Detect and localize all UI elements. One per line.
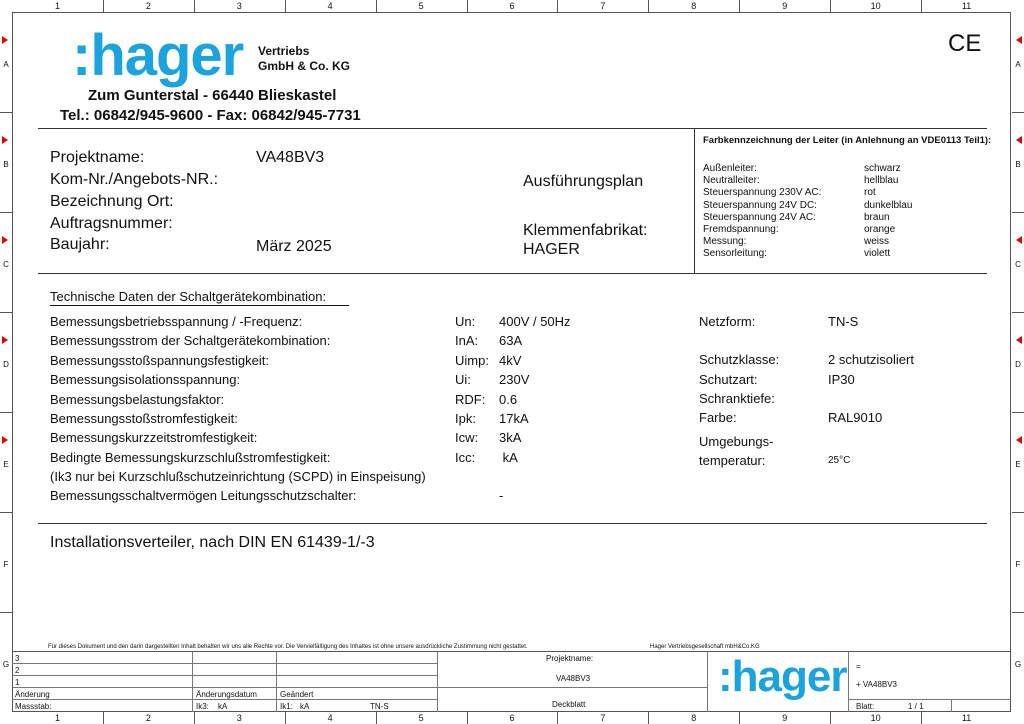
row-letter: D: [3, 360, 9, 369]
color-code-label: Messung:: [703, 236, 747, 248]
row-tick: [1012, 412, 1024, 413]
tech-row-label: Bemessungsisolationsspannung:: [50, 372, 241, 388]
separator-header: [38, 128, 987, 129]
row-letter: G: [1014, 660, 1022, 669]
row-tick: [1012, 612, 1024, 613]
column-number: 8: [691, 1, 697, 11]
blatt-label: Blatt:: [856, 702, 875, 711]
row-letter: E: [3, 460, 9, 469]
rev-1: 1: [15, 678, 20, 687]
plan-type: Ausführungsplan: [523, 173, 644, 190]
tech-row-label: Bemessungsstrom der Schaltgerätekombination:: [50, 333, 331, 349]
tech-row-value: 400V / 50Hz: [499, 314, 571, 329]
tech-heading: Technische Daten der Schaltgerätekombination:: [50, 289, 327, 304]
tb-projektname-label: Projektname:: [546, 654, 594, 663]
tech-row-value: 3kA: [499, 430, 522, 446]
column-tick: [376, 0, 377, 12]
company-name-line2: GmbH & Co. KG: [258, 59, 350, 73]
footer-hager-logo: :hager: [718, 652, 847, 701]
color-code-divider: [694, 128, 695, 273]
project-name-label: Projektname:: [50, 149, 145, 166]
row-tick: [0, 312, 12, 313]
tech-row-symbol: Ipk:: [455, 411, 476, 426]
column-number: 1: [54, 713, 60, 723]
tech-row-symbol: Ui:: [455, 372, 471, 388]
column-number: 11: [961, 1, 972, 11]
row-letter: A: [3, 60, 9, 69]
tb-plus-id: + VA48BV3: [856, 680, 897, 689]
color-code-value: weiss: [864, 236, 890, 248]
column-number: 4: [327, 713, 333, 723]
ce-mark: CE: [948, 30, 982, 57]
color-code-label: Neutralleiter:: [703, 175, 760, 187]
titleblock-row-mid: [437, 687, 707, 688]
column-tick: [194, 712, 195, 724]
tech-row-value: 17kA: [499, 411, 529, 426]
schutzart-value: IP30: [828, 372, 855, 387]
row-tick: [0, 612, 12, 613]
footer-company: Hager Vertriebsgesellschaft mbH&Co.KG: [650, 644, 760, 650]
titleblock-col4: [707, 651, 708, 712]
row-tick: [1012, 512, 1024, 513]
baujahr-value: März 2025: [256, 238, 332, 255]
kom-nr-label: Kom-Nr./Angebots-NR.:: [50, 171, 219, 188]
column-number: 3: [236, 1, 242, 11]
color-code-value: schwarz: [864, 163, 901, 174]
column-number: 5: [418, 713, 424, 723]
separator-project: [38, 273, 987, 274]
titleblock-row2: [12, 675, 437, 676]
column-tick: [103, 0, 104, 12]
color-code-value: violett: [864, 248, 891, 260]
titleblock-row1: [12, 663, 437, 664]
color-code-value: orange: [864, 224, 896, 235]
tb-projektname-value: VA48BV3: [556, 674, 591, 683]
row-tick: [1012, 212, 1024, 213]
column-number: 7: [600, 713, 606, 723]
titleblock-row-right: [848, 699, 1011, 700]
column-number: 3: [236, 713, 242, 723]
column-number: 1: [54, 1, 60, 11]
tech-note: (Ik3 nur bei Kurzschlußschutzeinrichtung (SCPD) in Einspeisung): [50, 469, 426, 484]
column-number: 8: [691, 713, 697, 723]
column-number: 10: [870, 713, 881, 723]
schutzklasse-value: 2 schutzisoliert: [828, 352, 914, 367]
titleblock-row4: [12, 699, 437, 700]
column-number: 6: [509, 713, 515, 723]
tech-row-value: kA: [499, 449, 518, 465]
column-tick: [285, 0, 286, 12]
schutzart-label: Schutzart:: [699, 372, 758, 387]
color-code-value: braun: [864, 211, 890, 223]
color-code-title: Farbkennzeichnung der Leiter (in Anlehnung an VDE0113 Teil1):: [703, 135, 992, 146]
column-number: 4: [327, 1, 333, 11]
color-code-value: rot: [864, 187, 876, 199]
massstab-label: Massstab:: [15, 702, 52, 711]
tech-row-label: Bemessungsbetriebsspannung / -Frequenz:: [50, 314, 303, 329]
row-tick: [0, 512, 12, 513]
titleblock-col3: [437, 651, 438, 712]
column-number: 6: [509, 1, 515, 11]
column-tick: [830, 0, 831, 12]
klemmen-label: Klemmenfabrikat:: [523, 222, 648, 239]
center-marker-arrow-icon: [2, 236, 8, 244]
tech-row-value: 63A: [499, 333, 523, 349]
row-letter: B: [3, 160, 9, 169]
column-tick: [376, 712, 377, 724]
umgebung-value: 25°C: [828, 455, 851, 466]
project-name-value: VA48BV3: [256, 149, 325, 166]
company-name-line1: Vertriebs: [258, 44, 310, 58]
ik3-value: kA: [218, 702, 228, 711]
center-marker-arrow-icon: [2, 136, 8, 144]
tech-row-value: 0.6: [499, 391, 518, 407]
farbe-label: Farbe:: [699, 410, 737, 425]
row-letter: C: [3, 260, 9, 269]
tech-row-label: Bedingte Bemessungskurzschlußstromfestigkeit:: [50, 449, 331, 465]
center-marker-arrow-icon: [2, 336, 8, 344]
hager-logo: :hager: [72, 23, 244, 88]
column-tick: [557, 712, 558, 724]
column-tick: [830, 712, 831, 724]
row-letter: G: [2, 660, 10, 669]
column-number: 10: [870, 1, 881, 11]
column-number: 2: [145, 713, 151, 723]
titleblock-col2: [276, 651, 277, 712]
tech-row-value: 230V: [499, 372, 530, 388]
tech-row-label: Bemessungsbelastungsfaktor:: [50, 391, 225, 407]
row-letter: F: [3, 560, 9, 569]
color-code-value: dunkelblau: [864, 199, 913, 211]
column-tick: [921, 712, 922, 724]
aenderung-label: Änderung: [15, 690, 50, 699]
tech-row-value: 4kV: [499, 352, 522, 368]
tech-row-label: Bemessungskurzzeitstromfestigkeit:: [50, 430, 258, 446]
column-tick: [467, 712, 468, 724]
umgebung-label-1: Umgebungs-: [699, 434, 774, 449]
tech-row-symbol: Un:: [455, 314, 476, 329]
tech-heading-underline: [50, 305, 349, 306]
auftrag-label: Auftragsnummer:: [50, 215, 173, 232]
row-letter: E: [1015, 460, 1021, 469]
color-code-value: hellblau: [864, 175, 899, 187]
copyright-note: Für dieses Dokument und den darin dargestellten Inhalt behalten wir uns alle Rechte vor. Die Vervielfältigung des Inhaltes ist ohne unsere ausdrückliche Zustimmung nicht gestattet.: [48, 644, 528, 650]
column-tick: [648, 0, 649, 12]
tech-row-symbol: Icc:: [455, 449, 476, 465]
column-tick: [467, 0, 468, 12]
color-code-label: Sensorleitung:: [703, 248, 767, 260]
column-tick: [103, 712, 104, 724]
tech-last-label: Bemessungsschaltvermögen Leitungsschutzschalter:: [50, 488, 357, 503]
column-tick: [739, 0, 740, 12]
row-tick: [1012, 112, 1024, 113]
center-marker-arrow-icon: [1016, 336, 1022, 344]
center-marker-arrow-icon: [1016, 136, 1022, 144]
column-tick: [739, 712, 740, 724]
titleblock-row3: [12, 687, 437, 688]
separator-tech: [38, 523, 987, 524]
row-letter: D: [1015, 360, 1021, 369]
tb-deckblatt: Deckblatt: [552, 700, 586, 709]
aenderungsdatum-label: Änderungsdatum: [196, 690, 257, 699]
tech-last-value: -: [499, 488, 504, 503]
ort-label: Bezeichnung Ort:: [50, 193, 174, 210]
color-code-label: Fremdspannung:: [703, 224, 779, 235]
klemmen-value: HAGER: [523, 241, 580, 258]
ik1-value: kA: [300, 702, 310, 711]
row-tick: [0, 212, 12, 213]
center-marker-arrow-icon: [2, 436, 8, 444]
netzform-label: Netzform:: [699, 314, 756, 329]
row-letter: F: [1015, 560, 1021, 569]
titleblock-col6: [951, 699, 952, 712]
tech-row-label: Bemessungsstoßspannungsfestigkeit:: [50, 352, 269, 368]
tech-row-label: Bemessungsstoßstromfestigkeit:: [50, 411, 238, 426]
tech-row-symbol: InA:: [455, 333, 479, 349]
titleblock-top: [12, 651, 1011, 652]
color-code-label: Steuerspannung 24V AC:: [703, 211, 816, 223]
blatt-value: 1 / 1: [908, 702, 924, 711]
umgebung-label-2: temperatur:: [699, 453, 766, 468]
tech-row-symbol: RDF:: [455, 391, 486, 407]
netzform-value: TN-S: [828, 314, 859, 329]
column-tick: [648, 712, 649, 724]
tech-row-symbol: Uimp:: [455, 352, 489, 368]
column-tick: [285, 712, 286, 724]
center-marker-arrow-icon: [2, 36, 8, 44]
row-tick: [1012, 312, 1024, 313]
schranktiefe-label: Schranktiefe:: [699, 391, 775, 406]
schutzklasse-label: Schutzklasse:: [699, 352, 780, 367]
column-number: 11: [961, 713, 972, 723]
column-tick: [921, 0, 922, 12]
tech-row-symbol: Icw:: [455, 430, 479, 446]
farbe-value: RAL9010: [828, 410, 883, 425]
row-letter: B: [1015, 160, 1021, 169]
titleblock-col1: [192, 651, 193, 712]
company-address: Zum Gunterstal - 66440 Blieskastel: [88, 87, 337, 104]
geaendert-label: Geändert: [280, 690, 314, 699]
center-marker-arrow-icon: [1016, 236, 1022, 244]
ik1-label: Ik1:: [280, 702, 293, 711]
baujahr-label: Baujahr:: [50, 236, 110, 253]
center-marker-arrow-icon: [1016, 436, 1022, 444]
row-letter: A: [1015, 60, 1021, 69]
row-tick: [0, 112, 12, 113]
color-code-label: Steuerspannung 230V AC:: [703, 187, 822, 199]
standard-text: Installationsverteiler, nach DIN EN 61439-1/-3: [50, 534, 375, 551]
column-tick: [194, 0, 195, 12]
column-number: 9: [782, 713, 788, 723]
netz-value: TN-S: [370, 702, 389, 711]
ik3-label: Ik3:: [196, 702, 209, 711]
company-phone-fax: Tel.: 06842/945-9600 - Fax: 06842/945-7731: [60, 107, 361, 124]
row-tick: [0, 412, 12, 413]
tb-eq: =: [856, 662, 861, 671]
row-letter: C: [1015, 260, 1021, 269]
rev-2: 2: [15, 666, 20, 675]
color-code-label: Außenleiter:: [703, 163, 757, 174]
column-number: 2: [145, 1, 151, 11]
center-marker-arrow-icon: [1016, 36, 1022, 44]
column-number: 7: [600, 1, 606, 11]
column-tick: [557, 0, 558, 12]
column-number: 5: [418, 1, 424, 11]
titleblock-col5: [848, 651, 849, 712]
color-code-label: Steuerspannung 24V DC:: [703, 199, 817, 211]
column-number: 9: [782, 1, 788, 11]
rev-3: 3: [15, 654, 20, 663]
